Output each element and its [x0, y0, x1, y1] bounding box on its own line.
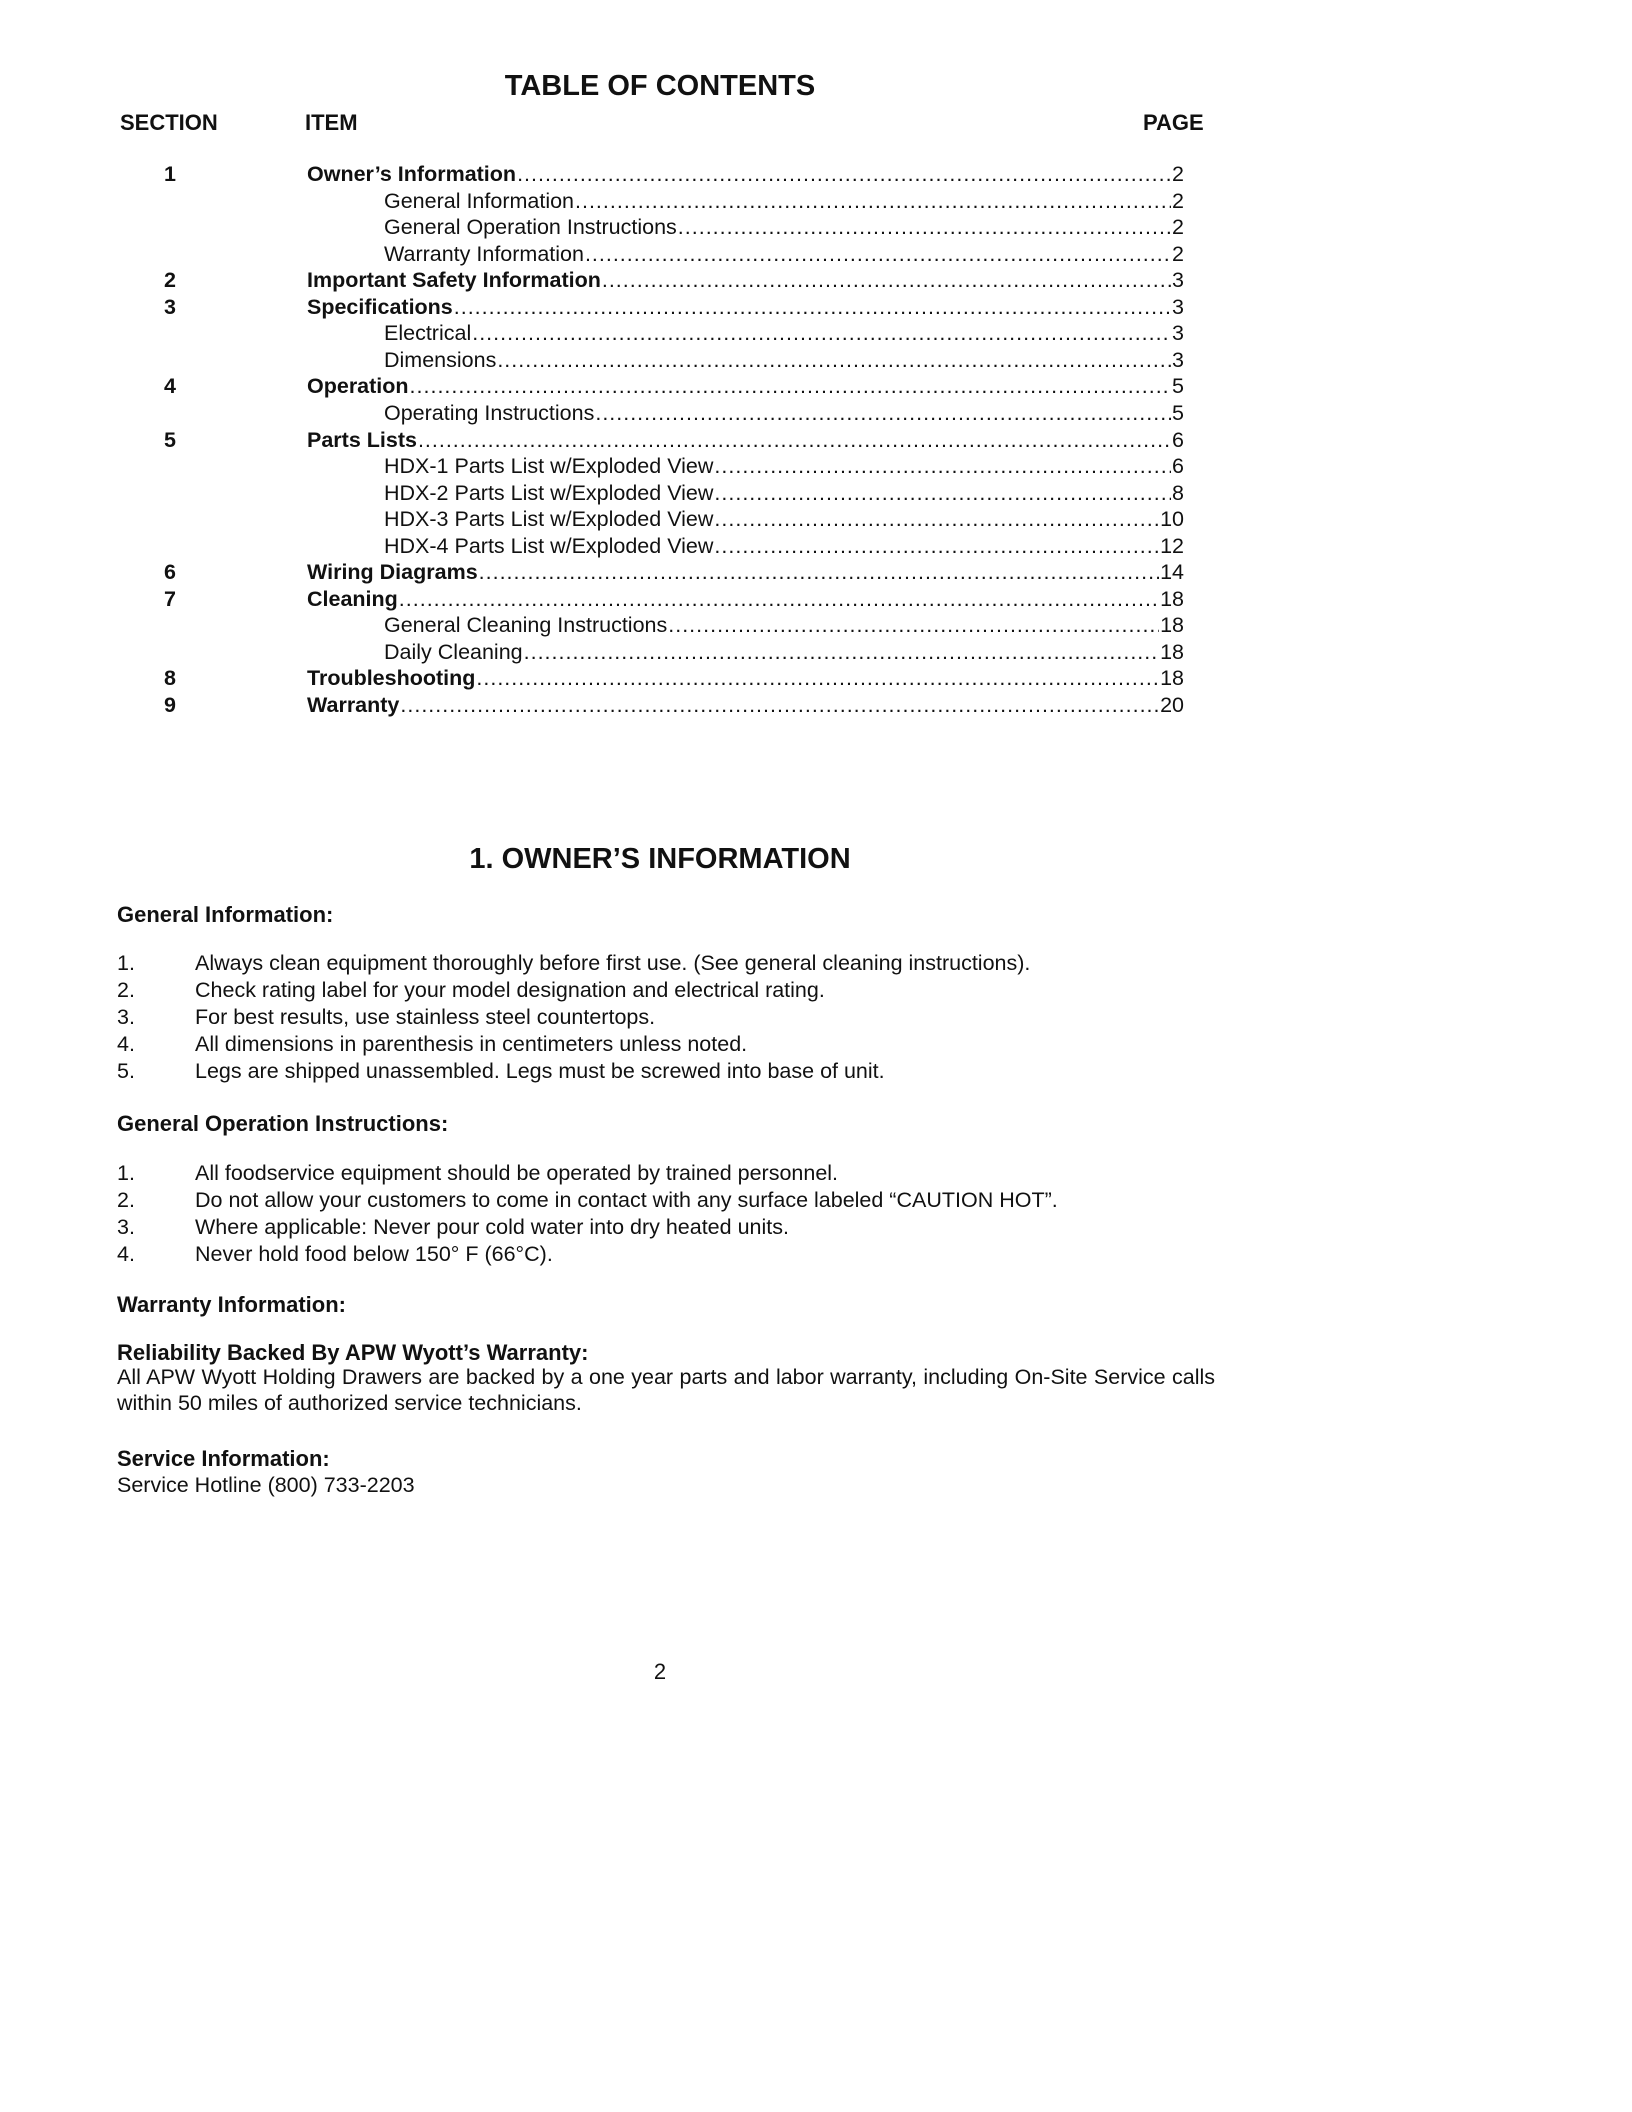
list-item [117, 1004, 1217, 1031]
toc-entry-page: 18 [1160, 666, 1184, 691]
toc-entry [0, 480, 1632, 507]
list-item [117, 1187, 1217, 1214]
toc-entry-page: 2 [1172, 162, 1184, 186]
list-item-number: 3. [117, 1005, 135, 1029]
toc-entry-page: 2 [1172, 241, 1184, 266]
toc-section-number: 2 [164, 268, 176, 293]
toc-entry [0, 400, 1632, 427]
toc-dot-leader [714, 533, 1159, 560]
toc-entry-page: 6 [1172, 427, 1184, 452]
toc-entry-page: 5 [1172, 400, 1184, 425]
toc-entry-title: HDX-3 Parts List w/Exploded View [384, 507, 714, 532]
toc-dot-leader [399, 586, 1159, 613]
toc-dot-leader [595, 400, 1171, 427]
toc-dot-leader [476, 665, 1159, 692]
toc-entry-page: 5 [1172, 374, 1184, 399]
toc-entry [0, 373, 1632, 400]
toc-entry [0, 188, 1632, 215]
toc-dot-leader [678, 214, 1171, 241]
toc-entry-line [307, 559, 1184, 586]
toc-entry-title: Operation [307, 374, 409, 399]
list-item-number: 5. [117, 1059, 135, 1083]
toc-dot-leader [472, 320, 1171, 347]
toc-section-number: 3 [164, 294, 176, 319]
list-item [117, 1058, 1217, 1085]
list-item [117, 1031, 1217, 1058]
reliability-text: All APW Wyott Holding Drawers are backed by a one year parts and labor warranty, including On-Site Service calls within 50 miles of authorized service technicians. [117, 1365, 1215, 1415]
list-item [117, 1214, 1217, 1241]
toc-entry [0, 161, 1632, 188]
toc-dot-leader [668, 612, 1159, 639]
toc-entry-title: Daily Cleaning [384, 639, 523, 664]
toc-entry [0, 241, 1632, 268]
toc-header-item: ITEM [305, 110, 358, 135]
toc-dot-leader [454, 294, 1171, 321]
toc-dot-leader [602, 267, 1171, 294]
toc-entry-line [307, 294, 1184, 321]
general-information-heading: General Information: [117, 902, 334, 927]
toc-entry-title: Important Safety Information [307, 268, 601, 293]
list-item-number: 3. [117, 1215, 135, 1239]
toc-entry [0, 665, 1632, 692]
toc-entry-page: 2 [1172, 215, 1184, 240]
toc-entry [0, 294, 1632, 321]
toc-entry-title: Warranty [307, 693, 400, 717]
toc-entry-title: General Information [384, 188, 575, 213]
toc-section-number: 8 [164, 666, 176, 691]
toc-entry-page: 3 [1172, 294, 1184, 319]
toc-entry-page: 10 [1160, 507, 1184, 532]
toc-entry-title: Cleaning [307, 586, 398, 611]
toc-entry-title: Wiring Diagrams [307, 560, 478, 585]
toc-dot-leader [585, 241, 1171, 268]
reliability-heading: Reliability Backed By APW Wyott’s Warranty: [117, 1340, 589, 1365]
toc-entry [0, 586, 1632, 613]
toc-entry-line [384, 639, 1184, 666]
owners-information-title: 1. OWNER’S INFORMATION [469, 843, 851, 875]
toc-entry-line [384, 320, 1184, 347]
list-item [117, 1241, 1217, 1268]
toc-dot-leader [714, 453, 1171, 480]
list-item [117, 1160, 1217, 1187]
toc-entry-page: 3 [1172, 321, 1184, 346]
toc-entry [0, 267, 1632, 294]
toc-entry [0, 453, 1632, 480]
toc-entry-line [384, 612, 1184, 639]
list-item-text: Check rating label for your model designation and electrical rating. [195, 978, 825, 1002]
toc-section-number: 6 [164, 560, 176, 585]
toc-entry-page: 14 [1160, 560, 1184, 585]
toc-entry-title: Warranty Information [384, 241, 584, 266]
toc-section-number: 1 [164, 162, 176, 186]
toc-entry-title: Operating Instructions [384, 400, 595, 425]
page-number: 2 [653, 1659, 667, 1684]
toc-entry-line [384, 400, 1184, 427]
toc-entry-title: Parts Lists [307, 427, 417, 452]
list-item-text: For best results, use stainless steel countertops. [195, 1005, 656, 1029]
toc-entry-line [307, 427, 1184, 454]
toc-section-number: 9 [164, 693, 176, 717]
list-item-text: Do not allow your customers to come in contact with any surface labeled “CAUTION HOT”. [195, 1188, 1058, 1212]
toc-entry-line [384, 214, 1184, 241]
general-information-list [117, 950, 1217, 1085]
toc-entry-line [307, 665, 1184, 692]
list-item [117, 977, 1217, 1004]
toc-entry [0, 639, 1632, 666]
toc-section-number: 4 [164, 374, 176, 399]
toc-entry-line [384, 347, 1184, 374]
service-information-heading: Service Information: [117, 1446, 330, 1471]
toc-entry-line [307, 267, 1184, 294]
toc-entry-line [384, 506, 1184, 533]
toc-entry [0, 692, 1632, 719]
toc-entry-page: 6 [1172, 454, 1184, 479]
toc-entry-page: 18 [1160, 639, 1184, 664]
service-hotline: Service Hotline (800) 733-2203 [117, 1473, 415, 1497]
toc-title: TABLE OF CONTENTS [504, 70, 816, 102]
list-item-text: Never hold food below 150° F (66°C). [195, 1242, 553, 1266]
toc-dot-leader [400, 692, 1159, 719]
toc-entry [0, 214, 1632, 241]
toc-entry-line [307, 692, 1184, 719]
toc-entry-title: Troubleshooting [307, 666, 476, 691]
list-item-number: 1. [117, 951, 135, 975]
toc-entry-page: 3 [1172, 347, 1184, 372]
toc-entry-line [307, 586, 1184, 613]
toc-entry [0, 612, 1632, 639]
toc-section-number: 7 [164, 586, 176, 611]
toc-entry-title: HDX-2 Parts List w/Exploded View [384, 480, 714, 505]
toc-entry-line [384, 188, 1184, 215]
toc-entry [0, 533, 1632, 560]
toc-dot-leader [524, 639, 1159, 666]
toc-section-number: 5 [164, 427, 176, 452]
toc-dot-leader [410, 373, 1171, 400]
toc-entry-line [384, 533, 1184, 560]
toc-entry-page: 2 [1172, 188, 1184, 213]
toc-entry-line [384, 241, 1184, 268]
toc-entry-page: 18 [1160, 586, 1184, 611]
toc-entry-page: 20 [1160, 693, 1184, 717]
general-operation-list [117, 1160, 1217, 1268]
toc-entry [0, 559, 1632, 586]
list-item-number: 1. [117, 1161, 135, 1185]
toc-entry [0, 506, 1632, 533]
toc-entry [0, 427, 1632, 454]
toc-dot-leader [479, 559, 1159, 586]
list-item-number: 2. [117, 1188, 135, 1212]
list-item-text: All foodservice equipment should be operated by trained personnel. [195, 1161, 839, 1185]
toc-entry-title: HDX-4 Parts List w/Exploded View [384, 533, 714, 558]
warranty-information-heading: Warranty Information: [117, 1292, 346, 1317]
toc-dot-leader [714, 506, 1159, 533]
toc-entry-line [307, 161, 1184, 188]
list-item-text: All dimensions in parenthesis in centimeters unless noted. [195, 1032, 748, 1056]
toc-entry-title: HDX-1 Parts List w/Exploded View [384, 454, 714, 479]
list-item-text: Legs are shipped unassembled. Legs must be screwed into base of unit. [195, 1059, 885, 1083]
toc-entry-page: 8 [1172, 480, 1184, 505]
list-item-number: 2. [117, 978, 135, 1002]
list-item-number: 4. [117, 1032, 135, 1056]
toc-dot-leader [517, 161, 1171, 188]
list-item [117, 950, 1217, 977]
toc-entry-title: General Operation Instructions [384, 215, 677, 240]
toc-entry [0, 320, 1632, 347]
toc-entry-title: Dimensions [384, 347, 497, 372]
general-operation-heading: General Operation Instructions: [117, 1111, 449, 1136]
toc-entry-title: General Cleaning Instructions [384, 613, 668, 638]
list-item-number: 4. [117, 1242, 135, 1266]
toc-entry-title: Specifications [307, 294, 453, 319]
toc-entry-line [307, 373, 1184, 400]
toc-entry [0, 347, 1632, 374]
list-item-text: Always clean equipment thoroughly before first use. (See general cleaning instructions). [195, 951, 1031, 975]
toc-dot-leader [497, 347, 1171, 374]
toc-header-section: SECTION [120, 110, 218, 135]
toc-entry-line [384, 453, 1184, 480]
toc-dot-leader [418, 427, 1171, 454]
toc-dot-leader [714, 480, 1171, 507]
toc-entry-page: 18 [1160, 613, 1184, 638]
toc-dot-leader [575, 188, 1171, 215]
list-item-text: Where applicable: Never pour cold water into dry heated units. [195, 1215, 789, 1239]
toc-entry-title: Owner’s Information [307, 162, 517, 186]
toc-entry-page: 3 [1172, 268, 1184, 293]
toc-entry-line [384, 480, 1184, 507]
toc-header-page: PAGE [1143, 110, 1204, 135]
toc-entry-page: 12 [1160, 533, 1184, 558]
toc-entry-title: Electrical [384, 321, 472, 346]
